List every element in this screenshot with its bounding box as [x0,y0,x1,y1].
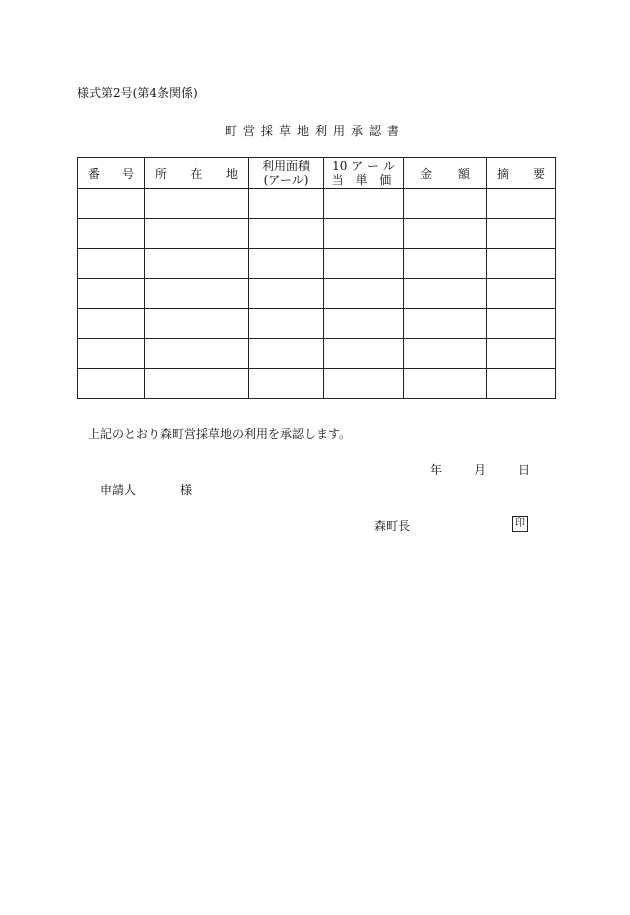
table-header-row [78,158,556,189]
header-location: 所 在 地 [145,158,249,189]
table-cell [145,189,249,219]
table-cell [145,279,249,309]
table-row [78,279,556,309]
table-cell [324,279,404,309]
table-row [78,309,556,339]
table-cell [324,249,404,279]
month-label: 月 [473,463,486,477]
approval-statement: 上記のとおり森町営採草地の利用を承認します。 [88,427,352,441]
table-cell [249,279,324,309]
table-row [78,249,556,279]
header-remarks: 摘 要 [487,158,556,189]
table-cell [487,279,556,309]
approval-table [77,157,556,399]
table-cell [404,249,487,279]
table-cell [404,339,487,369]
table-cell [324,189,404,219]
header-area: 利用面積 (アール) [249,158,324,189]
table-cell [78,219,145,249]
table-row [78,189,556,219]
table-cell [78,369,145,399]
table-cell [249,189,324,219]
applicant-line [100,481,192,498]
header-amount: 金 額 [404,158,487,189]
table-cell [78,249,145,279]
table-cell [487,339,556,369]
table-cell [249,339,324,369]
table-cell [145,309,249,339]
table-cell [487,189,556,219]
day-label: 日 [517,463,530,477]
table-cell [324,219,404,249]
table-cell [249,369,324,399]
table-cell [404,279,487,309]
table-cell [145,339,249,369]
table-cell [487,309,556,339]
table-cell [487,219,556,249]
table-cell [324,339,404,369]
table-row [78,339,556,369]
table-cell [78,279,145,309]
table-cell [487,249,556,279]
year-label: 年 [430,463,443,477]
table-cell [145,249,249,279]
table-cell [404,369,487,399]
table-cell [324,369,404,399]
table-cell [404,189,487,219]
table-cell [249,309,324,339]
date-line [430,461,530,478]
table-cell [249,249,324,279]
seal-mark: 印 [512,516,528,532]
table-row [78,219,556,249]
header-number: 番 号 [78,158,145,189]
table-cell [324,309,404,339]
issuer-title: 森町長 [374,519,411,533]
table-cell [404,309,487,339]
table-cell [78,339,145,369]
applicant-honorific: 様 [180,483,193,497]
form-number: 様式第2号(第4条関係) [77,86,198,100]
table-row [78,369,556,399]
table-cell [249,219,324,249]
applicant-label: 申請人 [100,483,137,497]
table-cell [78,189,145,219]
table-cell [487,369,556,399]
table-cell [145,369,249,399]
table-cell [404,219,487,249]
document-title: 町営採草地利用承認書 [224,124,405,138]
table-cell [145,219,249,249]
table-cell [78,309,145,339]
header-unit-price: 10 ア ー ル 当 単 価 [324,158,404,189]
